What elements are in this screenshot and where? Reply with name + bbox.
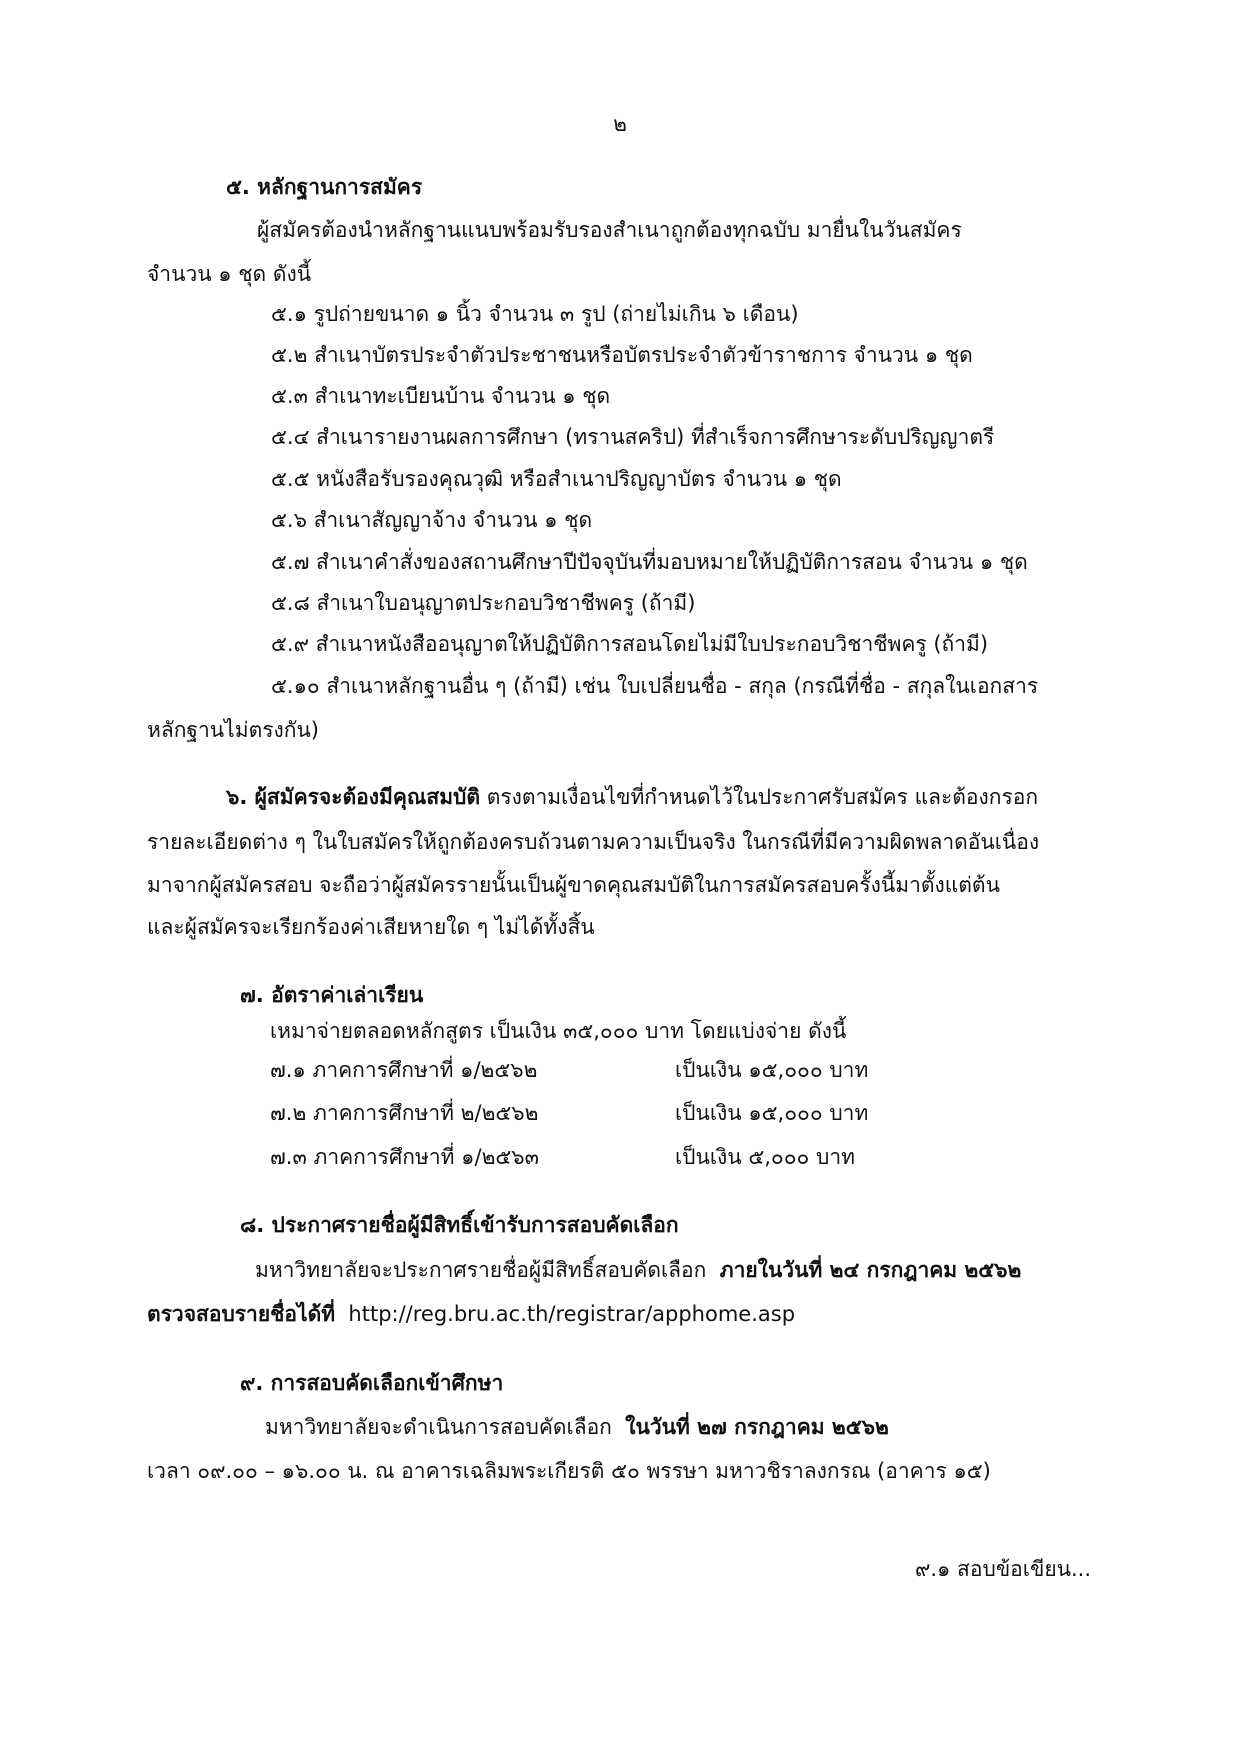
section-7-heading: ๗. อัตราค่าเล่าเรียน <box>240 983 424 1007</box>
section-6-line-2: รายละเอียดต่าง ๆ ในใบสมัครให้ถูกต้องครบถ้วนตามความเป็นจริง ในกรณีที่มีความผิดพลาดอันเนื่อง <box>147 830 1040 854</box>
continuation-note: ๙.๑ สอบข้อเขียน... <box>915 1557 1092 1581</box>
section-5-intro-cont: จำนวน ๑ ชุด ดังนี้ <box>147 262 312 286</box>
exam-date: ในวันที่ ๒๗ กรกฎาคม ๒๕๖๒ <box>625 1415 889 1439</box>
list-item: ๕.๑๐ สำเนาหลักฐานอื่น ๆ (ถ้ามี) เช่น ใบเปลี่ยนชื่อ - สกุล (กรณีที่ชื่อ - สกุลในเอกสาร <box>271 674 1039 698</box>
section-9-text: มหาวิทยาลัยจะดำเนินการสอบคัดเลือก <box>265 1415 612 1439</box>
section-5-intro: ผู้สมัครต้องนำหลักฐานแนบพร้อมรับรองสำเนาถูกต้องทุกฉบับ มายื่นในวันสมัคร <box>257 218 962 242</box>
announcement-date: ภายในวันที่ ๒๔ กรกฎาคม ๒๕๖๒ <box>719 1258 1022 1282</box>
section-8-heading: ๘. ประกาศรายชื่อผู้มีสิทธิ์เข้ารับการสอบคัดเลือก <box>240 1213 679 1237</box>
list-item: ๕.๑ รูปถ่ายขนาด ๑ นิ้ว จำนวน ๓ รูป (ถ่ายไม่เกิน ๖ เดือน) <box>271 302 799 326</box>
list-item: ๕.๕ หนังสือรับรองคุณวุฒิ หรือสำเนาปริญญาบัตร จำนวน ๑ ชุด <box>271 467 842 491</box>
fee-row-term: ๗.๒ ภาคการศึกษาที่ ๒/๒๕๖๒ <box>270 1101 539 1125</box>
check-list-label: ตรวจสอบรายชื่อได้ที่ <box>147 1302 336 1326</box>
list-item: ๕.๗ สำเนาคำสั่งของสถานศึกษาปีปัจจุบันที่มอบหมายให้ปฏิบัติการสอน จำนวน ๑ ชุด <box>271 550 1028 574</box>
page-number: ๒ <box>613 112 627 136</box>
list-item: ๕.๔ สำเนารายงานผลการศึกษา (ทรานสคริป) ที่สำเร็จการศึกษาระดับปริญญาตรี <box>271 425 995 449</box>
fee-row-amount: เป็นเงิน ๑๕,๐๐๐ บาท <box>675 1101 869 1125</box>
section-8-line-2 <box>147 1302 795 1327</box>
list-item: ๕.๘ สำเนาใบอนุญาตประกอบวิชาชีพครู (ถ้ามี) <box>271 591 696 615</box>
list-item-cont: หลักฐานไม่ตรงกัน) <box>147 718 319 742</box>
section-9-line-1 <box>265 1415 889 1440</box>
section-6-heading: ๖. ผู้สมัครจะต้องมีคุณสมบัติ <box>226 785 480 809</box>
section-6-line-1 <box>226 785 1038 810</box>
section-6-text: ตรงตามเงื่อนไขที่กำหนดไว้ในประกาศรับสมัคร และต้องกรอก <box>486 785 1039 809</box>
fee-row-term: ๗.๓ ภาคการศึกษาที่ ๑/๒๕๖๓ <box>270 1145 539 1169</box>
section-8-line-1 <box>255 1258 1021 1283</box>
section-6-line-4: และผู้สมัครจะเรียกร้องค่าเสียหายใด ๆ ไม่ได้ทั้งสิ้น <box>147 915 595 939</box>
list-item: ๕.๙ สำเนาหนังสืออนุญาตให้ปฏิบัติการสอนโดยไม่มีใบประกอบวิชาชีพครู (ถ้ามี) <box>271 632 989 656</box>
fee-row-amount: เป็นเงิน ๑๕,๐๐๐ บาท <box>675 1058 869 1082</box>
fee-row-term: ๗.๑ ภาคการศึกษาที่ ๑/๒๕๖๒ <box>270 1058 538 1082</box>
fee-row-amount: เป็นเงิน ๕,๐๐๐ บาท <box>675 1145 855 1169</box>
list-item: ๕.๖ สำเนาสัญญาจ้าง จำนวน ๑ ชุด <box>271 508 593 532</box>
list-item: ๕.๓ สำเนาทะเบียนบ้าน จำนวน ๑ ชุด <box>271 384 611 408</box>
section-9-heading: ๙. การสอบคัดเลือกเข้าศึกษา <box>240 1371 504 1395</box>
section-7-intro: เหมาจ่ายตลอดหลักสูตร เป็นเงิน ๓๕,๐๐๐ บาท โดยแบ่งจ่าย ดังนี้ <box>270 1019 847 1043</box>
section-5-heading: ๕. หลักฐานการสมัคร <box>226 175 423 199</box>
list-item: ๕.๒ สำเนาบัตรประจำตัวประชาชนหรือบัตรประจำตัวข้าราชการ จำนวน ๑ ชุด <box>271 343 973 367</box>
registrar-link[interactable]: http://reg.bru.ac.th/registrar/apphome.asp <box>348 1302 796 1326</box>
section-9-line-2: เวลา ๐๙.๐๐ – ๑๖.๐๐ น. ณ อาคารเฉลิมพระเกียรติ ๕๐ พรรษา มหาวชิราลงกรณ (อาคาร ๑๕) <box>147 1459 991 1483</box>
section-6-line-3: มาจากผู้สมัครสอบ จะถือว่าผู้สมัครรายนั้นเป็นผู้ขาดคุณสมบัติในการสมัครสอบครั้งนี้มาตั้งแต่ต้น <box>147 873 1000 897</box>
section-8-text: มหาวิทยาลัยจะประกาศรายชื่อผู้มีสิทธิ์สอบคัดเลือก <box>255 1258 707 1282</box>
